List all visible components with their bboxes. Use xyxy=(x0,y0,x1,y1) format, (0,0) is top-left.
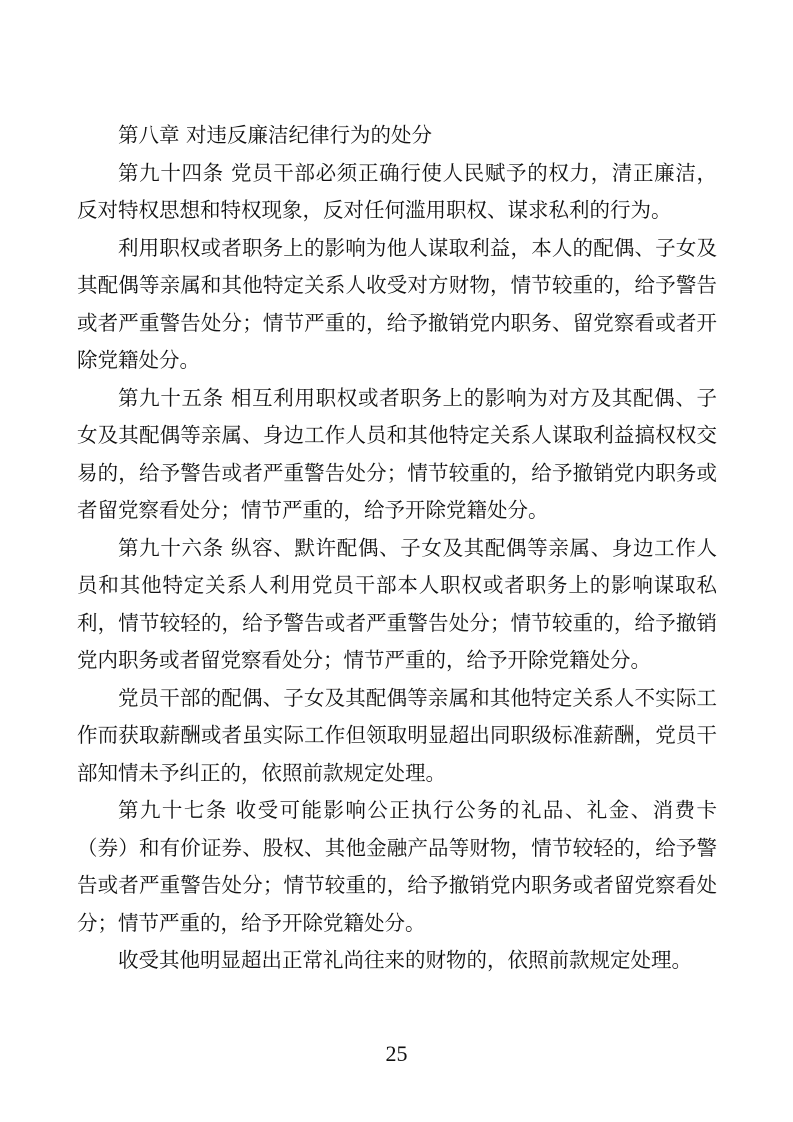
paragraph-article-94-clause-2: 利用职权或者职务上的影响为他人谋取利益，本人的配偶、子女及其配偶等亲属和其他特定关系人收受对方财物，情节较重的，给予警告或者严重警告处分；情节严重的，给予撤销党内职务、留党察看或者开除党籍处分。 xyxy=(77,235,717,372)
paragraph-article-97: 第九十七条 收受可能影响公正执行公务的礼品、礼金、消费卡（券）和有价证券、股权、其他金融产品等财物，情节较轻的，给予警告或者严重警告处分；情节较重的，给予撤销党内职务或者留党察看处分；情节严重的，给予开除党籍处分。 xyxy=(77,798,717,935)
paragraph-article-94: 第九十四条 党员干部必须正确行使人民赋予的权力，清正廉洁，反对特权思想和特权现象，反对任何滥用职权、谋求私利的行为。 xyxy=(77,160,717,222)
paragraph-article-96-clause-2: 党员干部的配偶、子女及其配偶等亲属和其他特定关系人不实际工作而获取薪酬或者虽实际工作但领取明显超出同职级标准薪酬，党员干部知情未予纠正的，依照前款规定处理。 xyxy=(77,685,717,785)
paragraph-article-95: 第九十五条 相互利用职权或者职务上的影响为对方及其配偶、子女及其配偶等亲属、身边工作人员和其他特定关系人谋取利益搞权权交易的，给予警告或者严重警告处分；情节较重的，给予撤销党内职务或者留党察看处分；情节严重的，给予开除党籍处分。 xyxy=(77,385,717,522)
page-number: 25 xyxy=(385,1041,408,1066)
document-body xyxy=(77,117,717,980)
paragraph-article-97-clause-2: 收受其他明显超出正常礼尚往来的财物的，依照前款规定处理。 xyxy=(118,948,692,972)
chapter-heading: 第八章 对违反廉洁纪律行为的处分 xyxy=(118,123,433,147)
paragraph-article-96: 第九十六条 纵容、默许配偶、子女及其配偶等亲属、身边工作人员和其他特定关系人利用党员干部本人职权或者职务上的影响谋取私利，情节较轻的，给予警告或者严重警告处分；情节较重的，给予撤销党内职务或者留党察看处分；情节严重的，给予开除党籍处分。 xyxy=(77,535,717,672)
